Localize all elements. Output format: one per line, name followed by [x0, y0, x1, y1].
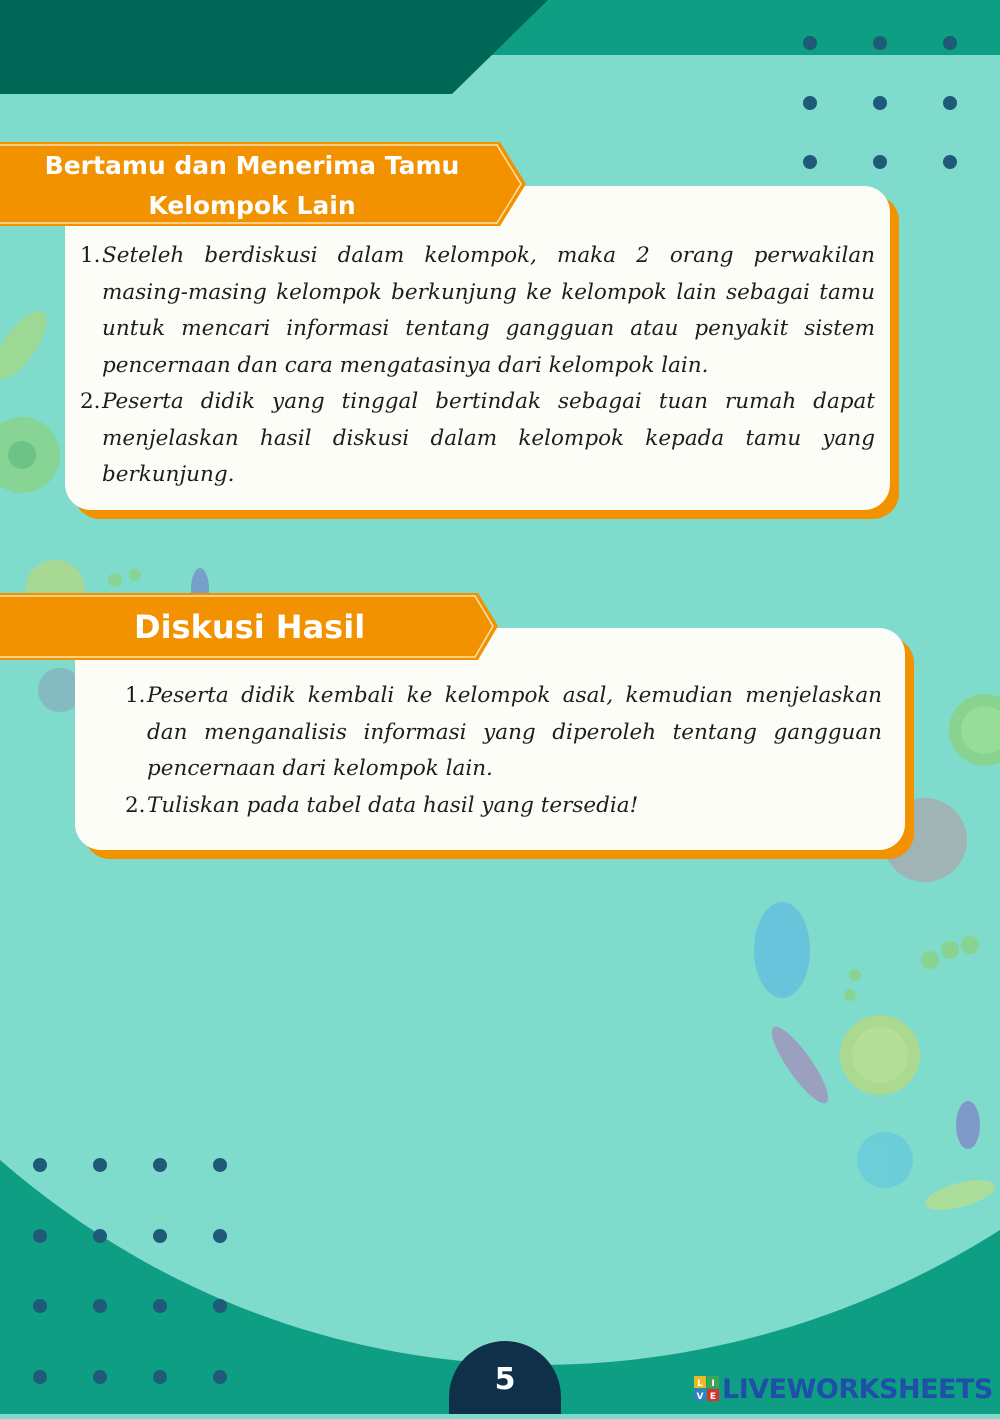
logo-letter: V [696, 1392, 704, 1402]
logo-letter: E [709, 1392, 717, 1402]
brand-text: LIVEWORKSHEETS [722, 1373, 993, 1405]
section1-title: Bertamu dan Menerima Tamu Kelompok Lain [44, 151, 460, 220]
list-item [125, 678, 882, 788]
list-number: 2. [80, 389, 101, 414]
list-item [80, 384, 875, 494]
liveworksheets-brand [694, 1372, 993, 1406]
logo-letter: I [711, 1379, 715, 1389]
list-number: 1. [125, 683, 146, 708]
section2-list [125, 678, 882, 824]
list-text: Tuliskan pada tabel data hasil yang tersedia! [147, 792, 639, 818]
section1-content-box [65, 186, 890, 510]
top-dark-band [0, 0, 548, 94]
section1-list [80, 238, 875, 494]
list-number: 1. [80, 243, 101, 268]
section2-content-box [75, 628, 905, 850]
list-text: Seteleh berdiskusi dalam kelompok, maka 2 orang perwakilan masing-masing kelompok berkunjung ke kelompok lain sebagai tamu untuk mencari informasi tentang gangguan atau penyakit sistem pencernaan dan cara mengatasinya dari kelompok lain. [102, 243, 875, 378]
dot-grid-top-right [803, 36, 957, 169]
list-number: 2. [125, 792, 146, 818]
list-text: Peserta didik yang tinggal bertindak sebagai tuan rumah dapat menjelaskan hasil diskusi dalam kelompok kepada tamu yang berkunjung. [102, 389, 875, 487]
list-item [80, 238, 875, 384]
list-text: Peserta didik kembali ke kelompok asal, kemudian menjelaskan dan menganalisis informasi yang diperoleh tentang gangguan pencernaan dari kelompok lain. [147, 683, 882, 781]
page-number-badge: 5 [449, 1341, 561, 1414]
list-item [125, 788, 882, 825]
liveworksheets-logo-icon [694, 1376, 720, 1402]
section2-title: Diskusi Hasil [134, 608, 366, 646]
logo-letter: L [697, 1379, 703, 1389]
